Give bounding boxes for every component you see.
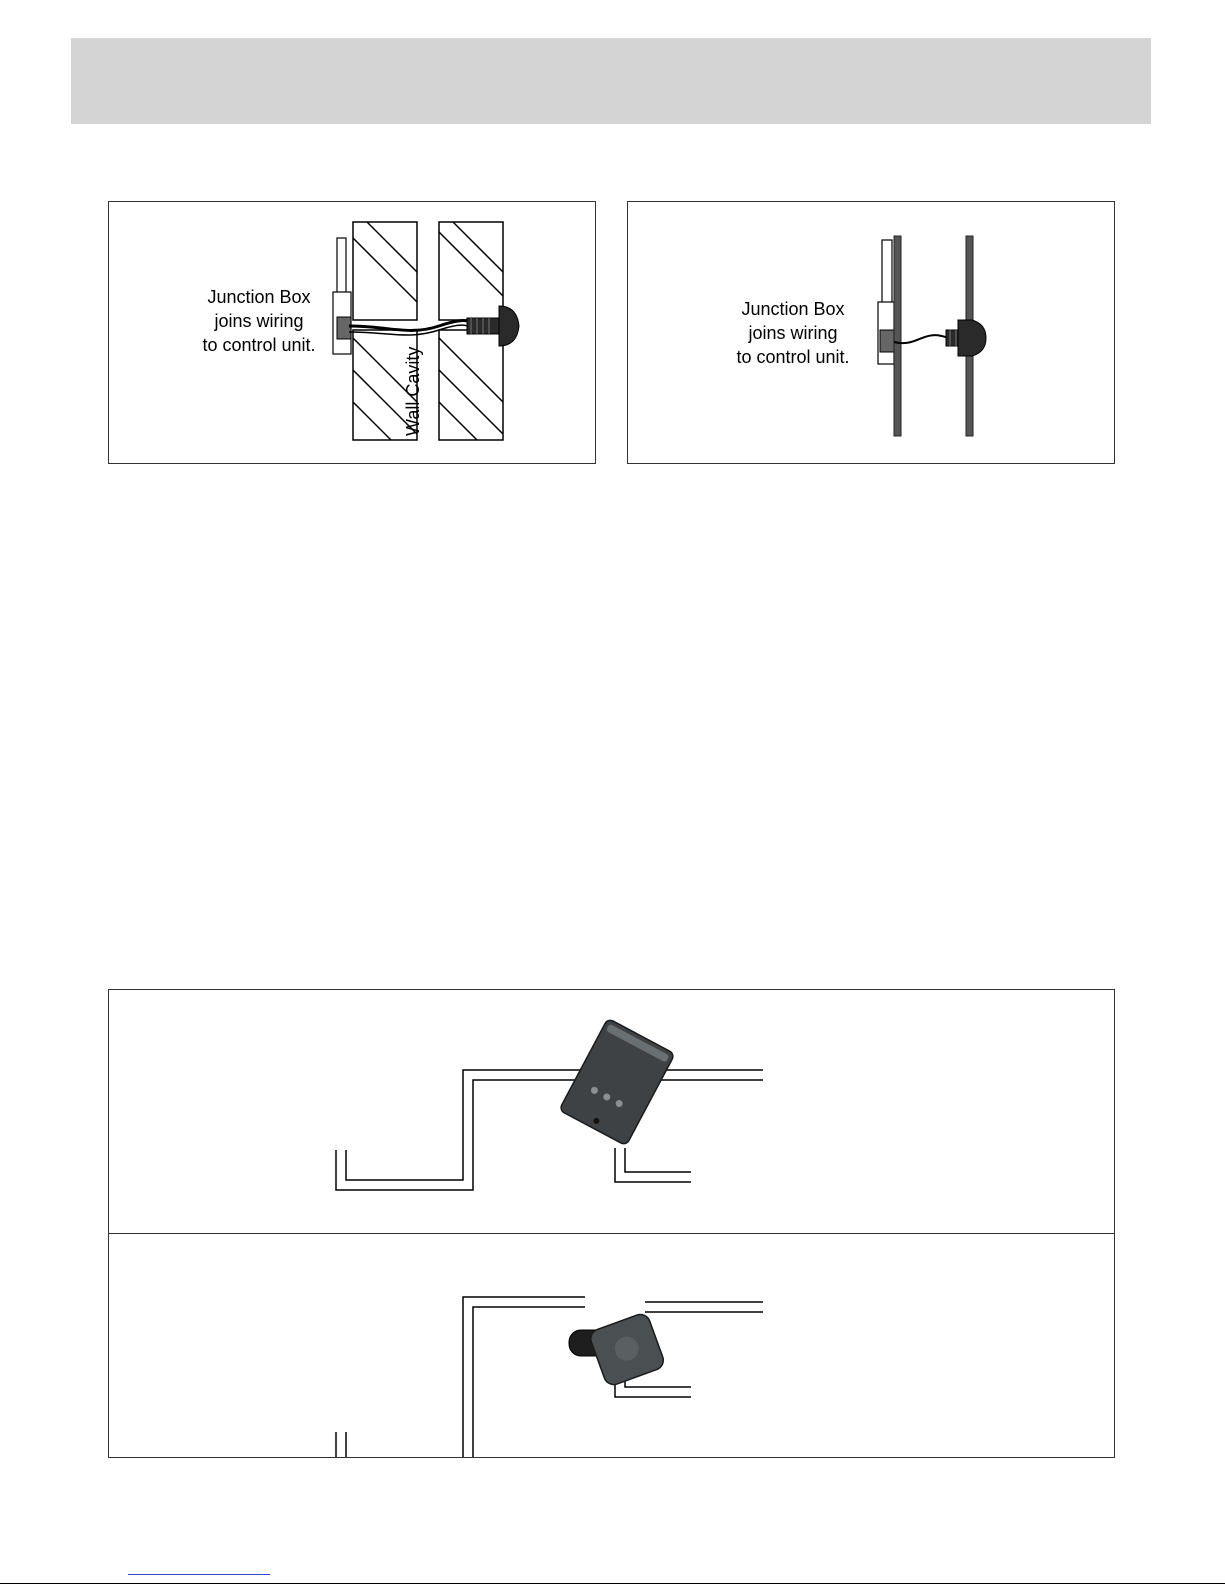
junction-box-label-right [723, 297, 863, 369]
footer-rule [0, 1583, 1225, 1584]
footer-link-underline [128, 1574, 270, 1575]
label-line: to control unit. [202, 335, 316, 355]
wall-sensor-unit [569, 1312, 666, 1388]
wire-route-lower [336, 1297, 763, 1457]
wall-cavity-diagram [108, 201, 596, 464]
control-unit [559, 1018, 675, 1146]
wall-cavity-label: Wall Cavity [403, 346, 423, 436]
cable [894, 335, 948, 343]
wiring-route-diagram [108, 989, 1115, 1458]
panel-divider [109, 1233, 1114, 1234]
wall-sensor [946, 320, 986, 356]
label-line: joins wiring [748, 323, 838, 343]
wiring-route-illustration [109, 990, 1114, 1457]
label-line: Junction Box [207, 287, 311, 307]
conduit [882, 240, 892, 306]
header-band [71, 38, 1151, 124]
label-line: joins wiring [214, 311, 304, 331]
junction-box-label-left [179, 285, 339, 357]
stud-left [894, 236, 901, 436]
stud-wall-illustration [628, 202, 1114, 463]
wire-route-upper [336, 1070, 763, 1190]
label-line: Junction Box [741, 299, 845, 319]
stud-wall-diagram [627, 201, 1115, 464]
label-line: to control unit. [736, 347, 850, 367]
